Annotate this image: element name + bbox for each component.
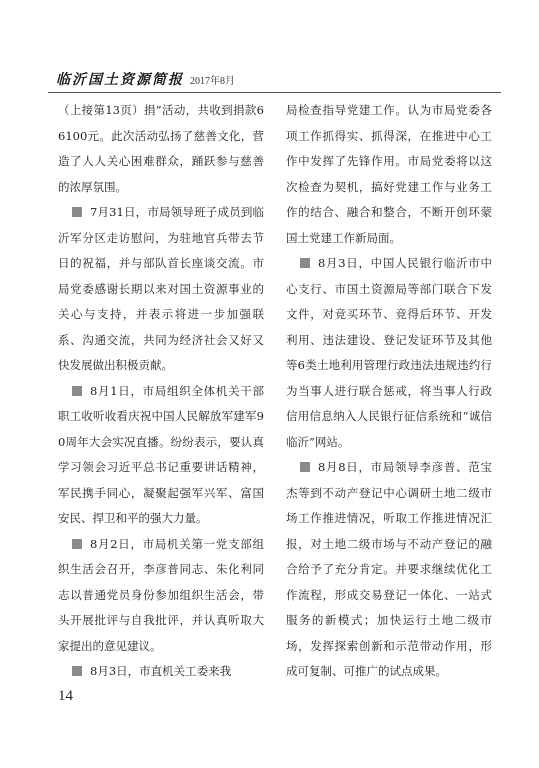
- square-bullet-icon: [72, 539, 82, 549]
- paragraph: [286, 251, 492, 455]
- page-header: [56, 69, 235, 89]
- paragraph-text: 局检查指导党建工作。认为市局党委各项工作抓得实、抓得深，在推进中心工作中发挥了先锋作用。市局党委将以这次检查为契机，搞好党建工作与业务工作的结合、融合和整合，不断开创环蒙国土党建工作新局面。: [286, 103, 492, 245]
- header-divider: [48, 92, 501, 93]
- paragraph: [286, 98, 492, 251]
- right-column: [286, 98, 492, 685]
- paragraph: [58, 200, 264, 379]
- paragraph-text: 8月3日，市直机关工委来我: [90, 664, 232, 678]
- square-bullet-icon: [72, 207, 82, 217]
- paragraph: [286, 455, 492, 685]
- newsletter-title: 临沂国土资源简报: [56, 72, 184, 88]
- paragraph: [58, 98, 264, 200]
- paragraph-text: 8月1日，市局组织全体机关干部职工收听收看庆祝中国人民解放军建军90周年大会实况直播。纷纷表示，要认真学习领会习近平总书记重要讲话精神，军民携手同心，凝聚起强军兴军、富国安民、捍卫和平的强大力量。: [58, 383, 264, 525]
- paragraph-text: 8月8日，市局领导李彦普、范宝杰等到不动产登记中心调研土地二级市场工作推进情况，听取工作推进情况汇报，对土地二级市场与不动产登记的融合给予了充分肯定。并要求继续优化工作流程，形成交易登记一体化、一站式服务的新模式；加快运行土地二级市场，发挥探索创新和示范带动作用，形成可复制、可推广的试点成果。: [286, 460, 492, 678]
- paragraph: [58, 659, 264, 685]
- page-number: 14: [58, 688, 73, 704]
- square-bullet-icon: [300, 258, 310, 268]
- issue-date: 2017年8月: [190, 76, 235, 87]
- square-bullet-icon: [72, 386, 82, 396]
- paragraph: [58, 532, 264, 660]
- square-bullet-icon: [300, 462, 310, 472]
- paragraph-text: 8月3日，中国人民银行临沂市中心支行、市国土资源局等部门联合下发文件，对竞买环节、竞得后环节、开发利用、违法建设、登记发证环节及其他等6类土地利用管理行政违法违规违约行为当事人进行联合惩戒，将当事人行政信用信息纳入人民银行征信系统和“诚信临沂”网站。: [286, 256, 492, 449]
- paragraph-text: 7月31日，市局领导班子成员到临沂军分区走访慰问，为驻地官兵带去节日的祝福，并与部队首长座谈交流。市局党委感谢长期以来对国土资源事业的关心与支持，并表示将进一步加强联系、沟通交流，共同为经济社会又好又快发展做出积极贡献。: [58, 205, 264, 372]
- paragraph-text: 8月2日，市局机关第一党支部组织生活会召开，李彦普同志、朱化利同志以普通党员身份参加组织生活会，带头开展批评与自我批评，并认真听取大家提出的意见建议。: [58, 536, 264, 653]
- paragraph-text: （上接第13页）捐”活动，共收到捐款66100元。此次活动弘扬了慈善文化，营造了人人关心困难群众，踊跃参与慈善的浓厚氛围。: [58, 103, 264, 194]
- left-column: [58, 98, 264, 685]
- paragraph: [58, 379, 264, 532]
- square-bullet-icon: [72, 666, 82, 676]
